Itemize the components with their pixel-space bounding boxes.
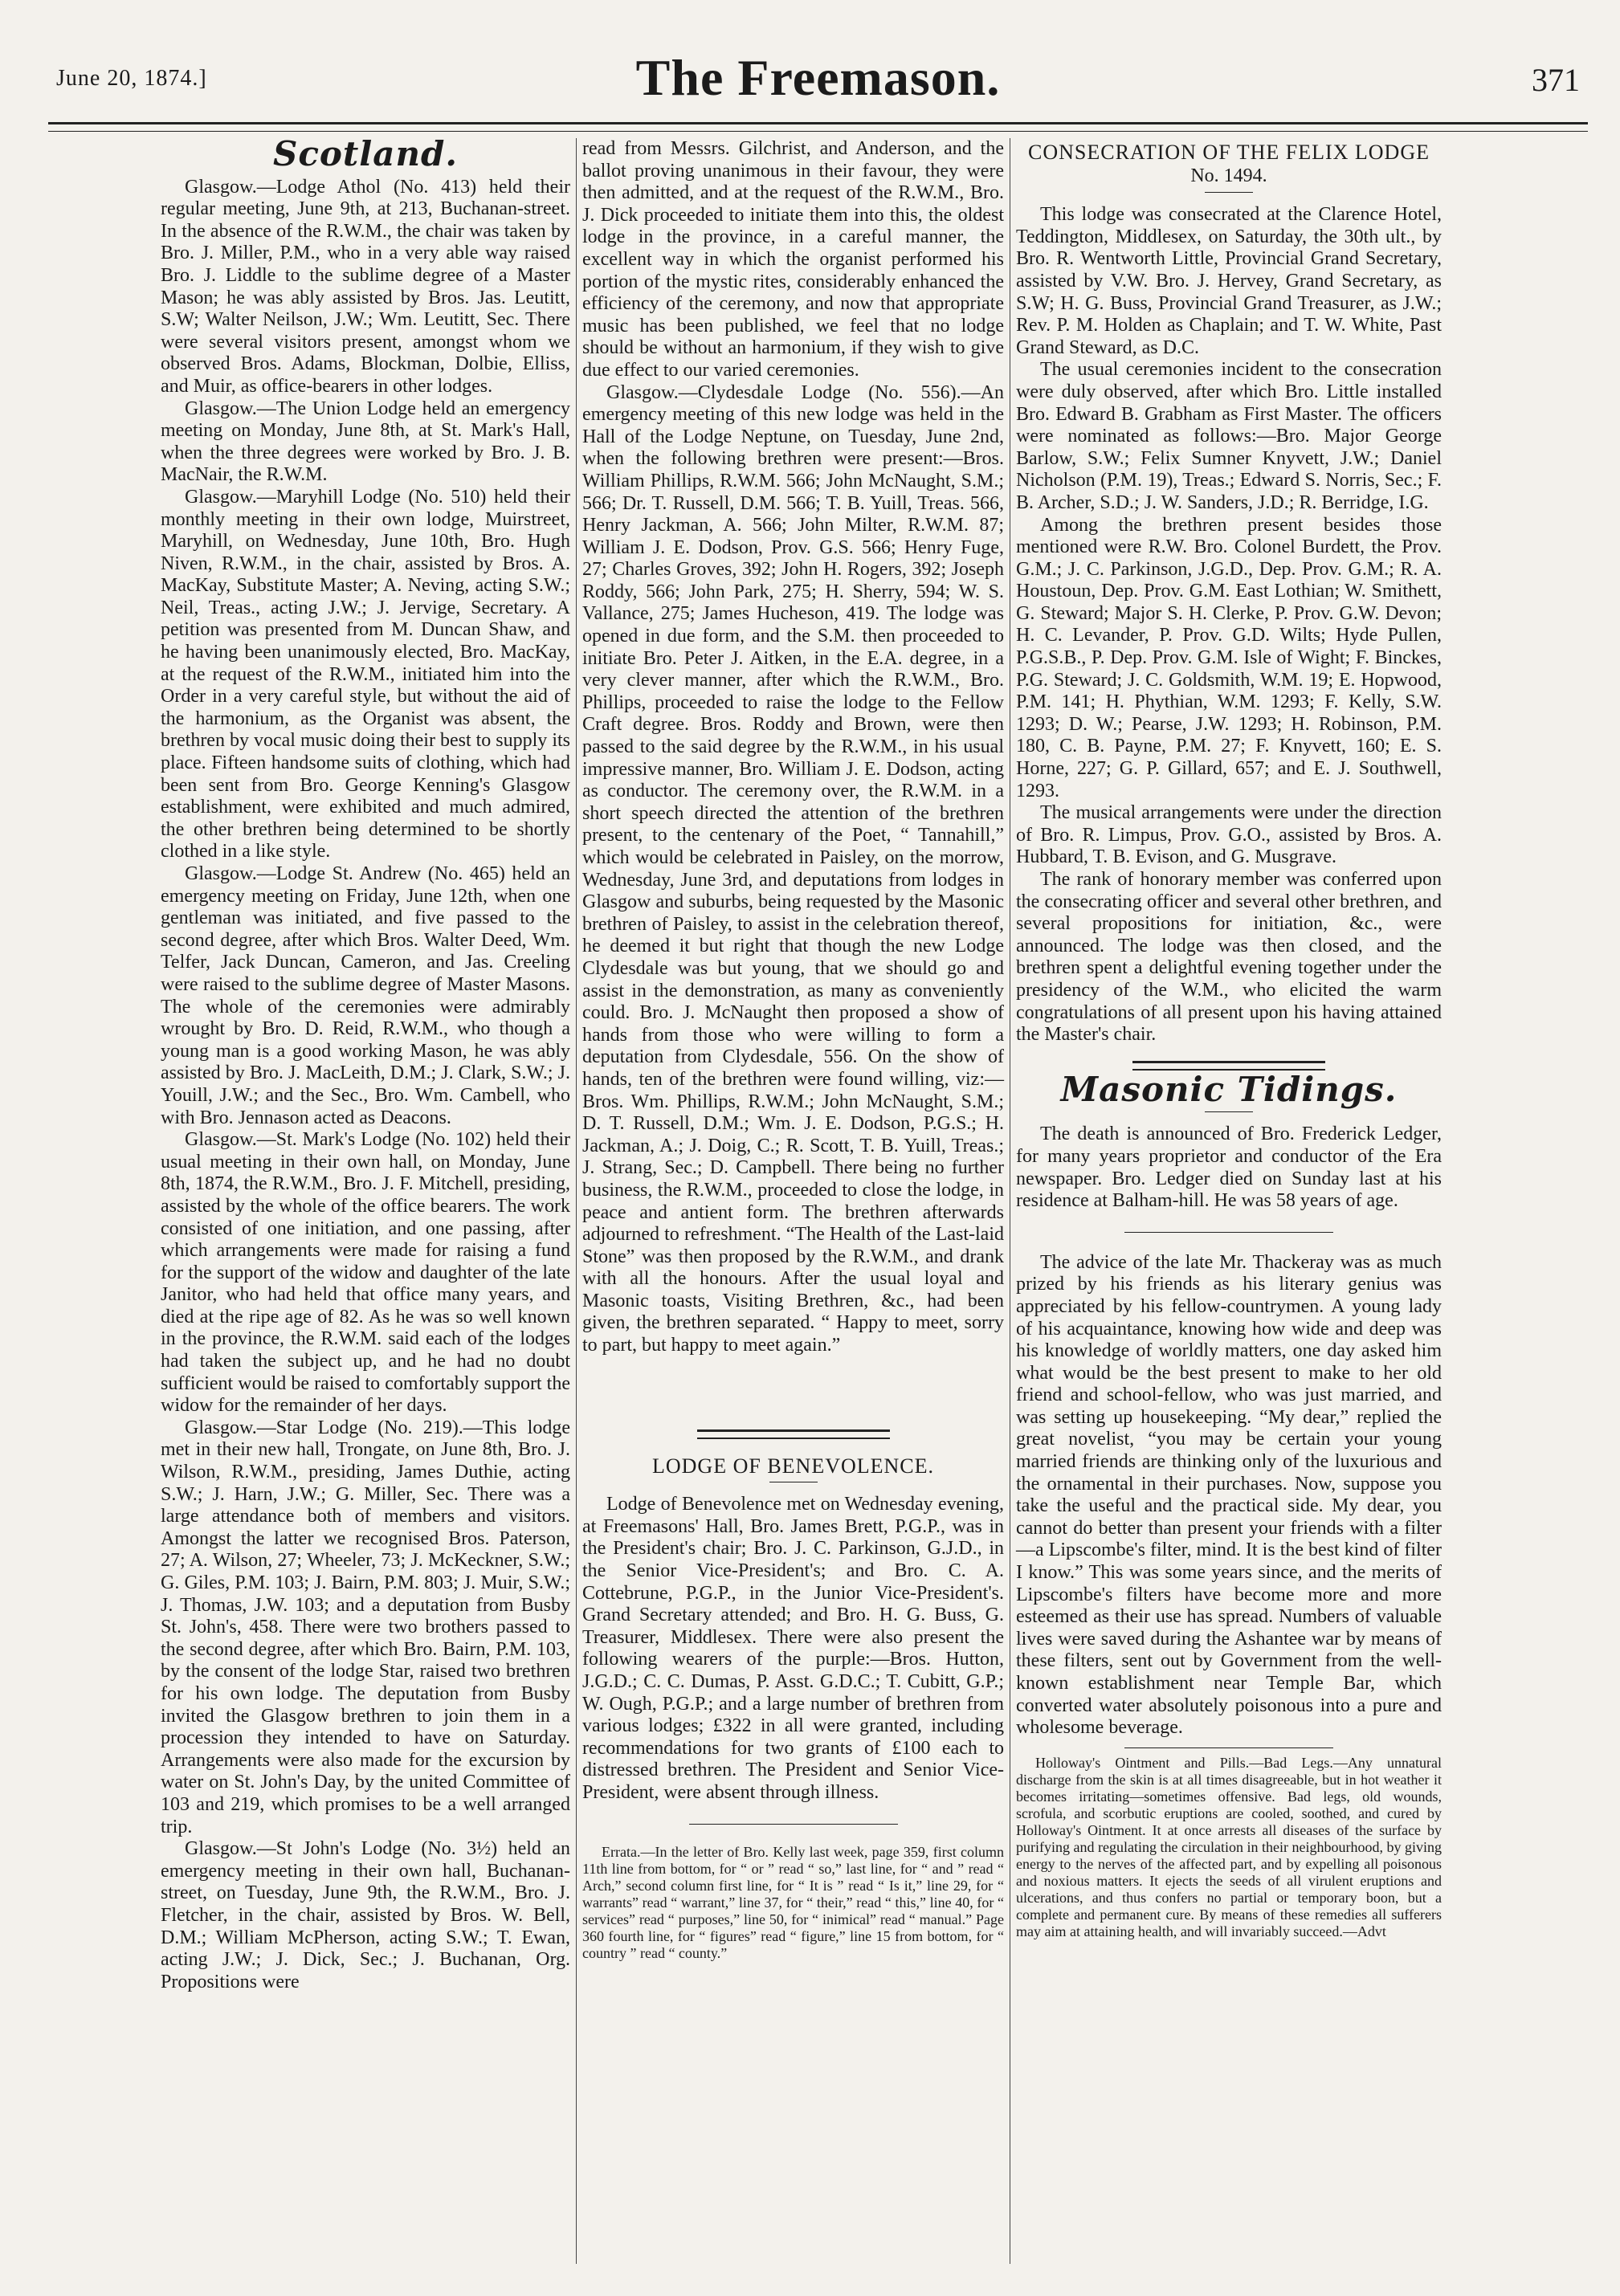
section-heading-masonic-tidings: Masonic Tidings. — [1060, 1069, 1398, 1109]
lodge-number: No. 1494. — [1190, 165, 1267, 186]
section-separator — [1124, 1747, 1333, 1748]
article-paragraph: Glasgow.—Lodge St. Andrew (No. 465) held an emergency meeting on Friday, June 12th, when one gentleman was initiated, and five passed to the second degree, after which Bros. Walter Deed, Wm. Telfer, Jack Duncan, Cameron, and Jas. Creeling were raised to the sublime degree of Master Masons. The whole of the ceremonies were admirably wrought by Bro. D. Reid, R.W.M., who though a young man is a good working Mason, he was ably assisted by Bro. J. MacLeith, D.M.; J. Clark, S.W.; J. Youill, J.W.; and the Sec., Bro. Wm. Cambell, who with Bro. Jennason acted as Deacons. — [161, 863, 570, 1128]
article-paragraph: Glasgow.—St John's Lodge (No. 3½) held an emergency meeting in their own hall, Buchanan-street, on Tuesday, June 9th, the R.W.M., Bro. J. Fletcher, in the chair, assisted by Bros. W. Bell, D.M.; William McPherson, acting S.W.; T. Ewan, acting J.W.; J. Dick, Sec.; J. Buchanan, Org. Propositions were — [161, 1838, 570, 1992]
article-paragraph: Glasgow.—St. Mark's Lodge (No. 102) held their usual meeting in their own hall, on Monday, June 8th, 1874, the R.W.M., Bro. J. F. Mitchell, presiding, assisted by the whole of the office bearers. The work consisted of one initiation, and one passing, after which arrangements were made for raising a fund for the support of the widow and daughter of the late Janitor, who had held that office many years, and died at the ripe age of 82. As he was so well known in the province, the R.W.M. said each of the lodges had taken the subject up, and he had no doubt sufficient would be raised to comfortably support the widow for the remainder of her days. — [161, 1129, 570, 1417]
article-paragraph: Glasgow.—Maryhill Lodge (No. 510) held their monthly meeting in their own lodge, Muirstreet, Maryhill, on Wednesday, June 10th, Bro. Hugh Niven, R.W.M., in the chair, assisted by Bros. A. MacKay, Substitute Master; A. Neving, acting S.W.; Neil, Treas., acting J.W.; J. Jervige, Secretary. A petition was presented from M. Duncan Shaw, and he having been unanimously elected, Bro. MacKay, at the request of the R.W.M., initiated him into the Order in a very careful style, but without the aid of the harmonium, as the Organist was absent, the brethren by vocal music doing their best to supply its place. Fifteen handsome suits of clothing, which had been sent from Bro. George Kenning's Glasgow establishment, were exhibited and much admired, the other brethren being determined to be shortly clothed in a like style. — [161, 486, 570, 863]
heading-rule — [1205, 1111, 1253, 1112]
article-paragraph: Glasgow.—Clydesdale Lodge (No. 556).—An emergency meeting of this new lodge was held in the Hall of the Lodge Neptune, on Tuesday, June 2nd, when the following brethren were present:—Bros. William Phillips, R.W.M. 566; John McNaught, S.M.; 566; Dr. T. Russell, D.M. 566; T. B. Yuill, Treas. 566, Henry Jackman, A. 566; John Milter, R.W.M. 87; William J. E. Dodson, Prov. G.S. 566; Henry Fuge, 27; Charles Groves, 392; John H. Rogers, 392; Joseph Roddy, 566; John Park, 275; H. Sherry, 594; W. S. Vallance, 275; James Hucheson, 419. The lodge was opened in due form, and the S.M. then proceeded to initiate Bro. Peter J. Aitken, in the E.A. degree, in a very clever manner, after which the R.W.M., Bro. Phillips, proceeded to raise the lodge to the Fellow Craft degree. Bros. Roddy and Brown, were then passed to the said degree by the R.W.M., in his usual impressive manner, Bro. William J. E. Dodson, acting as conductor. The ceremony over, the R.W.M. in a short speech directed the attention of the brethren present, to the centenary of the Poet, “ Tannahill,” which would be celebrated in Paisley, on the morrow, Wednesday, June 3rd, and deputations from lodges in Glasgow and suburbs, being requested by the Masonic brethren of Paisley, to assist in the celebration thereof, he deemed it but right that though the new Lodge Clydesdale was but young, that we should go and assist in the demonstration, as many as conveniently could. Bro. J. McNaught then proposed a show of hands from those who were willing to form a deputation from Clydesdale, 556. On the show of hands, ten of the brethren were found willing, viz:—Bros. Wm. Phillips, R.W.M.; John McNaught, S.M.; D. T. Russell, D.M.; Wm. J. E. Dodson, P.G.S.; H. Jackman, A.; J. Doig, C.; R. Scott, T. B. Yuill, Treas.; J. Strang, Sec.; D. Campbell. There being no further business, the R.W.M., proceeded to close the lodge, in peace and antient form. The brethren afterwards adjourned to refreshment. “The Health of the Last-laid Stone” was then proposed by the R.W.M., and drank with all the honours. After the usual loyal and Masonic toasts, Visiting Brethren, &c., had been given, the brethren separated. “ Happy to meet, sorry to part, but happy to meet again.” — [582, 381, 1004, 1356]
section-separator — [1124, 1232, 1333, 1233]
masthead-rule — [48, 122, 1588, 132]
article-paragraph: Among the brethren present besides those mentioned were R.W. Bro. Colonel Burdett, the Prov. G.M.; J. C. Parkinson, J.G.D., Dep. Prov. G.M.; R. A. Houstoun, Dep. Prov. G.M. East Lothian; W. Smithett, G. Steward; Major S. H. Clerke, P. Prov. G.W. Devon; H. C. Levander, P. Prov. G.D. Wilts; Hyde Pullen, P.G.S.B., P. Dep. Prov. G.M. Isle of Wight; F. Binckes, P.G. Steward; J. C. Goldsmith, W.M. 19; E. Hopwood, P.M. 141; H. Phythian, W.M. 1293; F. Kelly, S.W. 1293; D. W.; Pearse, J.W. 1293; H. Robinson, P.M. 180, C. B. Payne, P.M. 27; F. Knyvett, 160; E. S. Horne, 227; G. P. Gillard, 657; and E. J. Southwell, 1293. — [1016, 514, 1442, 801]
article-paragraph: The rank of honorary member was conferred upon the consecrating officer and several other brethren, and several propositions for initiation, &c., were announced. The lodge was then closed, and the brethren spent a delightful evening together under the presidency of the W.M., who elicited the warm congratulations of all present upon his having attained the Master's chair. — [1016, 869, 1442, 1046]
masthead — [48, 32, 1588, 128]
section-heading-scotland: Scotland. — [272, 134, 458, 173]
article-paragraph: Lodge of Benevolence met on Wednesday evening, at Freemasons' Hall, Bro. James Brett, P.G.P., was in the President's chair; Bro. J. C. Parkinson, G.J.D., in the Senior Vice-President's; and Bro. C. A. Cottebrune, P.G.P., in the Junior Vice-President's. Grand Secretary attended; and Bro. H. G. Buss, G. Treasurer, Middlesex. There were also present the following wearers of the purple:—Bros. Hutton, J.G.D.; C. C. Dumas, P. Asst. G.D.C.; T. Cubitt, G.P.; W. Ough, P.G.P.; and a large number of brethren from various lodges; £322 in all were granted, including recommendations for two grants of £100 each to distressed brethren. The President and Senior Vice-President, were absent through illness. — [582, 1494, 1004, 1803]
page-number: 371 — [1532, 62, 1580, 98]
article-paragraph: The musical arrangements were under the direction of Bro. R. Limpus, Prov. G.O., assisted by Bros. A. Hubbard, T. B. Evison, and G. Musgrave. — [1016, 802, 1442, 868]
column-2 — [582, 138, 1004, 1962]
section-heading-felix-lodge: CONSECRATION OF THE FELIX LODGE — [1028, 141, 1430, 164]
section-separator — [689, 1824, 898, 1825]
article-paragraph: The death is announced of Bro. Frederick Ledger, for many years proprietor and conductor of the Era newspaper. Bro. Ledger died on Sunday last at his residence at Balham-hill. He was 58 years of age. — [1016, 1124, 1442, 1212]
section-separator — [1132, 1061, 1325, 1071]
errata-block — [582, 1844, 1004, 1962]
article-paragraph: The usual ceremonies incident to the consecration were duly observed, after which Bro. Little installed Bro. Edward B. Grabham as First Master. The officers were nominated as follows:—Bro. Major George Barlow, S.W.; Felix Sumner Knyvett, J.W.; Daniel Nicholson (P.M. 19), Treas.; Edward S. Norris, Sec.; F. B. Archer, S.D.; J. W. Sanders, J.D.; R. Berridge, I.G. — [1016, 359, 1442, 513]
article-paragraph: Glasgow.—Star Lodge (No. 219).—This lodge met in their new hall, Trongate, on June 8th, Bro. J. Wilson, R.W.M., presiding, James Duthie, acting S.W.; J. Harn, J.W.; G. Miller, Sec. There was a large attendance both of members and visitors. Amongst the latter we recognised Bros. Paterson, 27; A. Wilson, 27; Wheeler, 73; J. McKeckner, S.W.; G. Giles, P.M. 103; J. Bairn, P.M. 803; J. Muir, S.W.; J. Thomas, J.W. 103; and a deputation from Busby St. John's, 458. There were two brothers passed to the second degree, after which Bro. Bairn, P.M. 103, by the consent of the lodge Star, raised two brethren for his own lodge. The deputation from Busby invited the Glasgow brethren to join them in a procession they intended to have on Saturday. Arrangements were also made for the excursion by water on St. John's Day, by the united Committee of 103 and 219, which promises to be a well arranged trip. — [161, 1417, 570, 1837]
column-1 — [161, 134, 570, 1993]
issue-date: June 20, 1874.] — [56, 66, 207, 91]
newspaper-title: The Freemason. — [635, 49, 1001, 106]
heading-rule — [1205, 192, 1253, 193]
article-paragraph: Glasgow.—Lodge Athol (No. 413) held their regular meeting, June 9th, at 213, Buchanan-street. In the absence of the R.W.M., the chair was taken by Bro. J. Miller, P.M., who in a very able way raised Bro. J. Liddle to the sublime degree of a Master Mason; he was ably assisted by Bros. Jas. Leutitt, S.W; Walter Neilson, J.W.; Wm. Leutitt, Sec. There were several visitors present, amongst whom we observed Bros. Adams, Blockman, Dolbie, Elliss, and Muir, as office-bearers in other lodges. — [161, 176, 570, 397]
errata-text: Errata.—In the letter of Bro. Kelly last week, page 359, first column 11th line from bottom, for “ or ” read “ so,” last line, for “ and ” read “ Arch,” second column first line, for “ It is ” read “ Is it,” line 29, for “ warrants” read “ warrant,” line 37, for “ their,” read “ this,” line 40, for “ services” read “ purposes,” line 50, for “ inimical” read “ manual.” Page 360 fourth line, for “ figures” read “ figure,” line 15 from bottom, for “ country ” read “ county.” — [582, 1843, 1004, 1961]
article-paragraph: read from Messrs. Gilchrist, and Anderson, and the ballot proving unanimous in their favour, they were then admitted, and at the request of the R.W.M., Bro. J. Dick proceeded to initiate them into this, the oldest lodge in the province, in a careful manner, the excellent way in which the organist performed his portion of the mystic rites, considerably enhanced the efficiency of the ceremony, and now that appropriate music has been published, we feel that no lodge should be without an harmonium, if they wish to give due effect to our varied ceremonies. — [582, 138, 1004, 381]
advertisement-block — [1016, 1755, 1442, 1940]
article-paragraph: The advice of the late Mr. Thackeray was as much prized by his friends as his literary genius was appreciated by his fellow-countrymen. A young lady of his acquaintance, knowing how wide and deep was his knowledge of worldly matters, one day asked him what would be the best present to make to her old friend and school-fellow, who was just married, and was setting up housekeeping. “My dear,” replied the great novelist, “you may be certain your young married friends are thinking only of the luxurious and the ornamental in their purchases. Now, suppose you take the useful and the practical side. My dear, you cannot do better than present your friends with a filter—a Lipscombe's filter, mind. It is the best kind of filter I know.” This was some years since, and the merits of Lipscombe's filters have become more and more esteemed as their use has spread. Numbers of valuable lives were saved during the Ashantee war by means of these filters, sent out by Government from the well-known establishment near Temple Bar, which converted water absolutely poisonous into a pure and wholesome beverage. — [1016, 1251, 1442, 1739]
section-separator — [697, 1429, 890, 1439]
column-3 — [1016, 138, 1442, 1940]
column-divider — [576, 138, 577, 2264]
advertisement-text: Holloway's Ointment and Pills.—Bad Legs.—Any unnatural discharge from the skin is at all times disagreeable, but in hot weather it becomes irritating—sometimes offensive. Bad legs, old wounds, scrofula, and scorbutic eruptions are cooled, soothed, and cured by Holloway's Ointment. It at once arrests all diseases of the surface by purifying and regulating the circulation in their neighbourhood, by giving energy to the nerves of the affected part, and by expelling all poisonous and noxious matters. It ejects the seeds of all virulent eruptions and ulcerations, and thus confers no partial or temporary boon, but a complete and permanent cure. By means of these remedies all sufferers may aim at attaining health, and will invariably succeed.—Advt — [1016, 1754, 1442, 1939]
section-heading-lodge-of-benevolence: LODGE OF BENEVOLENCE. — [651, 1454, 935, 1478]
article-paragraph: This lodge was consecrated at the Clarence Hotel, Teddington, Middlesex, on Saturday, the 30th ult., by Bro. R. Wentworth Little, Provincial Grand Secretary, assisted by V.W. Bro. J. Hervey, Grand Secretary, as S.W; H. G. Buss, Provincial Grand Treasurer, as J.W.; Rev. P. M. Holden as Chaplain; and T. W. White, Past Grand Steward, as D.C. — [1016, 204, 1442, 358]
article-paragraph: Glasgow.—The Union Lodge held an emergency meeting on Monday, June 8th, at St. Mark's Hall, when the three degrees were worked by Bro. J. B. MacNair, the R.W.M. — [161, 398, 570, 486]
